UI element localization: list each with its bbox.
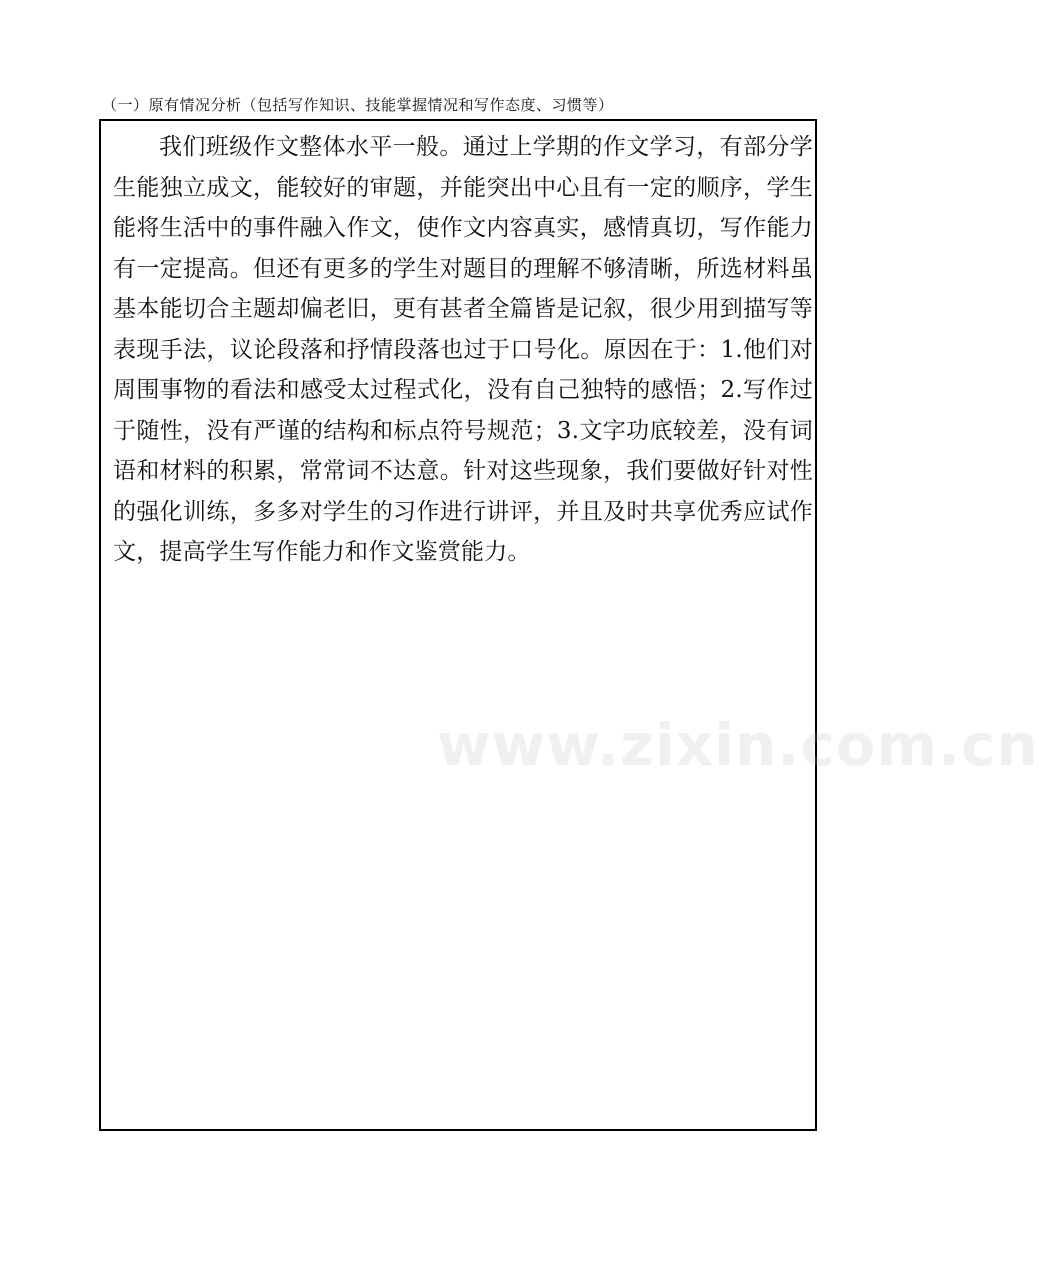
content-box [99, 119, 1039, 1131]
analysis-paragraph: 我们班级作文整体水平一般。通过上学期的作文学习，有部分学生能独立成文，能较好的审题，并能突出中心且有一定的顺序，学生能将生活中的事件融入作文，使作文内容真实，感情真切，写作能力有一定提高。但还有更多的学生对题目的理解不够清晰，所选材料虽基本能切合主题却偏老旧，更有甚者全篇皆是记叙，很少用到描写等表现手法，议论段落和抒情段落也过于口号化。原因在于：1.他们对周围事物的看法和感受太过程式化，没有自己独特的感悟；2.写作过于随性，没有严谨的结构和标点符号规范；3.文字功底较差，没有词语和材料的积累，常常词不达意。针对这些现象，我们要做好针对性的强化训练，多多对学生的习作进行讲评，并且及时共享优秀应试作文，提高学生写作能力和作文鉴赏能力。 [113, 134, 813, 565]
watermark: www.zixin.com.cn [437, 711, 1039, 779]
section-heading: （一）原有情况分析（包括写作知识、技能掌握情况和写作态度、习惯等） [102, 96, 614, 114]
